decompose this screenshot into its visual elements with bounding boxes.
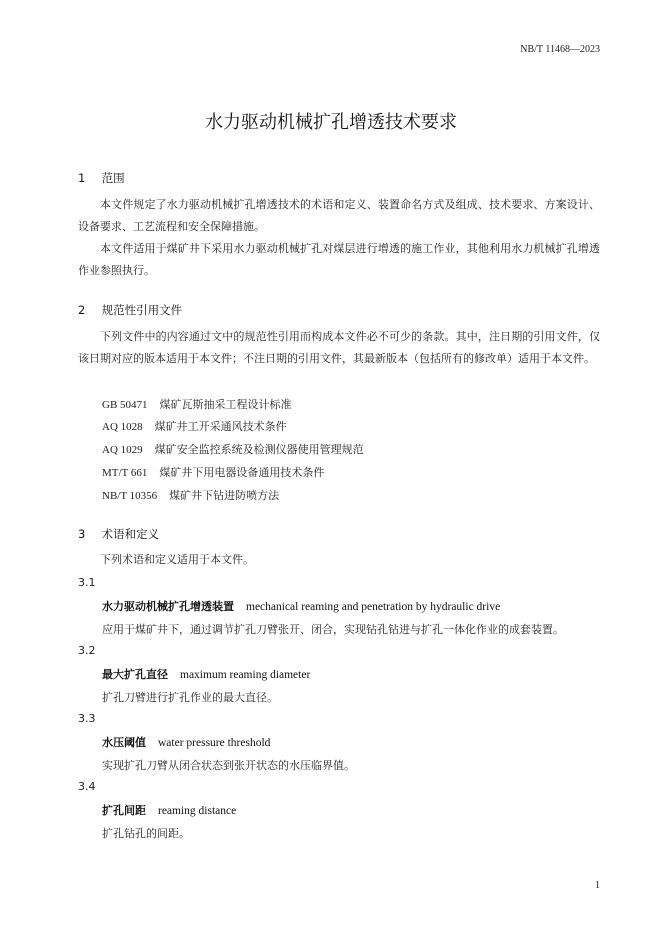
document-title: 水力驱动机械扩孔增透技术要求: [205, 112, 457, 133]
term-english: reaming distance: [158, 805, 237, 817]
reference-item: [102, 464, 324, 480]
reference-code: AQ 1029: [102, 444, 143, 456]
paragraph: 本文件规定了水力驱动机械扩孔增透技术的术语和定义、装置命名方式及组成、技术要求、方案设计、设备要求、工艺流程和安全保障措施。: [78, 198, 600, 233]
paragraph: 本文件适用于煤矿井下采用水力驱动机械扩孔对煤层进行增透的施工作业，其他利用水力机械扩孔增透作业参照执行。: [78, 242, 600, 277]
reference-title: 煤矿井下用电器设备通用技术条件: [159, 466, 325, 479]
term-english: maximum reaming diameter: [180, 669, 311, 681]
term-entry: [102, 598, 500, 614]
term-entry: [102, 666, 310, 682]
reference-code: NB/T 10356: [102, 490, 158, 502]
term-chinese: 最大扩孔直径: [102, 668, 168, 681]
paragraph: 下列文件中的内容通过文中的规范性引用而构成本文件必不可少的条款。其中，注日期的引用文件，仅该日期对应的版本适用于本文件；不注日期的引用文件，其最新版本（包括所有的修改单）适用于本文件。: [78, 330, 600, 365]
term-number: 3.2: [78, 644, 96, 657]
reference-item: [102, 487, 279, 503]
reference-code: AQ 1028: [102, 421, 143, 433]
reference-code: GB 50471: [102, 399, 148, 411]
section-title: 范围: [101, 171, 125, 185]
term-chinese: 扩孔间距: [102, 804, 146, 817]
section-number: 3: [78, 527, 86, 541]
reference-title: 煤矿瓦斯抽采工程设计标准: [159, 398, 292, 411]
section-heading-scope: [78, 170, 125, 186]
section-title: 规范性引用文件: [101, 303, 183, 317]
reference-item: [102, 418, 287, 434]
section-number: 1: [78, 171, 86, 185]
reference-item: [102, 396, 292, 412]
term-number: 3.4: [78, 780, 96, 793]
reference-item: [102, 441, 364, 457]
term-entry: [102, 734, 270, 750]
section-number: 2: [78, 303, 86, 317]
section-heading-normative-references: [78, 302, 182, 318]
term-english: mechanical reaming and penetration by hydraulic drive: [246, 601, 501, 613]
term-entry: [102, 802, 236, 818]
term-definition: 应用于煤矿井下，通过调节扩孔刀臂张开、闭合，实现钻孔钻进与扩孔一体化作业的成套装置。: [102, 623, 564, 636]
term-number: 3.3: [78, 712, 96, 725]
reference-code: MT/T 661: [102, 467, 148, 479]
term-definition: 实现扩孔刀臂从闭合状态到张开状态的水压临界值。: [102, 759, 355, 772]
term-definition: 扩孔刀臂进行扩孔作业的最大直径。: [102, 691, 278, 704]
reference-title: 煤矿安全监控系统及检测仪器使用管理规范: [154, 443, 364, 456]
standard-number: NB/T 11468—2023: [520, 44, 600, 55]
term-definition: 扩孔钻孔的间距。: [102, 827, 190, 840]
term-english: water pressure threshold: [158, 737, 271, 749]
reference-title: 煤矿井工开采通风技术条件: [154, 420, 287, 433]
section-title: 术语和定义: [101, 527, 160, 541]
reference-title: 煤矿井下钻进防喷方法: [169, 489, 280, 502]
term-chinese: 水压阈值: [102, 736, 146, 749]
term-chinese: 水力驱动机械扩孔增透装置: [102, 600, 234, 613]
paragraph: 下列术语和定义适用于本文件。: [100, 553, 254, 566]
term-number: 3.1: [78, 576, 96, 589]
page-number: 1: [595, 880, 600, 891]
section-heading-terms-definitions: [78, 526, 159, 542]
